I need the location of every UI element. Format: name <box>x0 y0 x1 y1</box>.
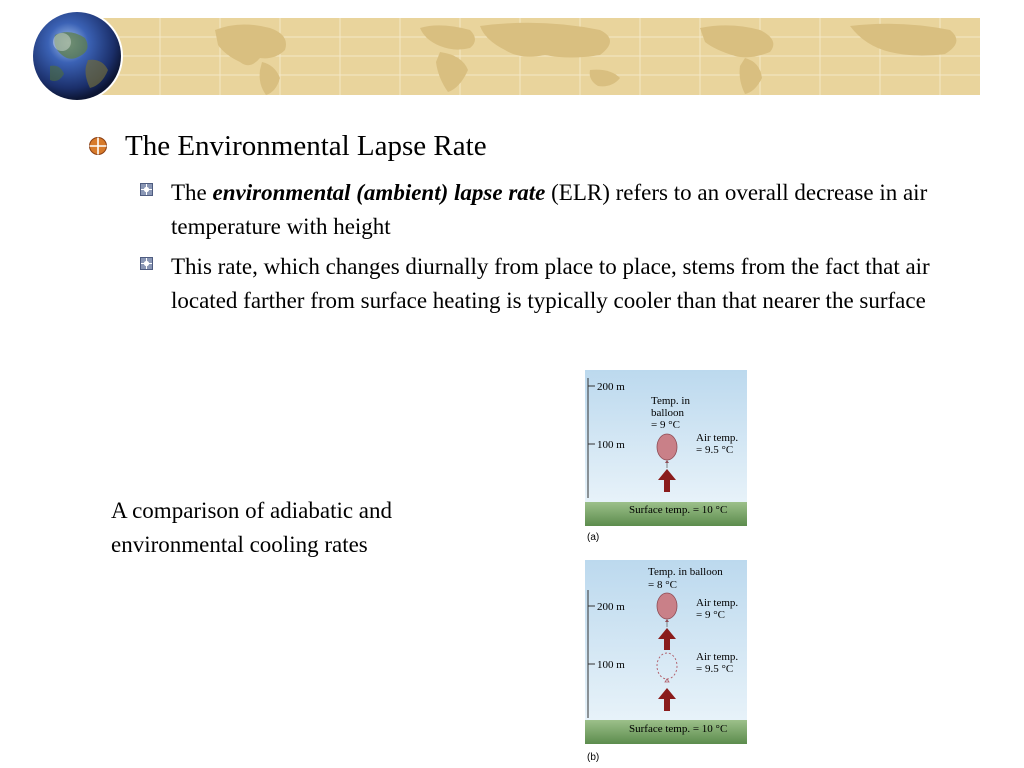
altitude-200-label: 200 m <box>597 601 625 613</box>
bullet-text <box>171 176 946 244</box>
figure-a <box>585 370 747 526</box>
bullet-text: This rate, which changes diurnally from place to place, stems from the fact that air located farther from surface heating is typically cooler than that nearer the surface <box>171 254 930 313</box>
air-temp-top-line2: = 9 °C <box>696 609 725 621</box>
square-bullet-icon <box>140 183 153 196</box>
square-bullet-icon <box>140 257 153 270</box>
title-row <box>88 128 487 164</box>
crosshair-bullet-icon <box>88 136 108 156</box>
air-temp-line1: Air temp. <box>696 432 739 444</box>
bullet-suffix: (ELR) refers to an overall decrease in air temperature with height <box>171 180 928 239</box>
bullet-prefix: The <box>171 180 213 205</box>
figure-caption: A comparison of adiabatic and environmental cooling rates <box>111 498 393 557</box>
panel-label-b: (b) <box>587 752 600 763</box>
balloon-temp-line1: Temp. in <box>651 395 690 407</box>
altitude-200-label: 200 m <box>597 381 625 393</box>
surface-temp-label: Surface temp. = 10 °C <box>629 723 728 735</box>
air-temp-bottom-line1: Air temp. <box>696 651 739 663</box>
altitude-100-label: 100 m <box>597 659 625 671</box>
header-banner <box>0 0 1024 105</box>
air-temp-top-line1: Air temp. <box>696 597 739 609</box>
air-temp-line2: = 9.5 °C <box>696 444 734 456</box>
altitude-100-label: 100 m <box>597 439 625 451</box>
globe-icon <box>31 10 123 102</box>
balloon-temp-line1: Temp. in balloon <box>648 566 723 578</box>
term-emphasis: environmental (ambient) lapse rate <box>212 180 546 205</box>
figure-b <box>585 560 747 746</box>
slide-title: The Environmental Lapse Rate <box>125 130 487 162</box>
panel-label-a: (a) <box>587 532 600 543</box>
bullet-item <box>140 176 946 244</box>
bullet-item <box>140 250 946 318</box>
balloon-temp-line2: = 8 °C <box>648 579 677 591</box>
balloon-temp-line2: balloon <box>651 407 684 419</box>
air-temp-bottom-line2: = 9.5 °C <box>696 663 734 675</box>
balloon-temp-line3: = 9 °C <box>651 419 680 431</box>
surface-temp-label: Surface temp. = 10 °C <box>629 504 728 516</box>
